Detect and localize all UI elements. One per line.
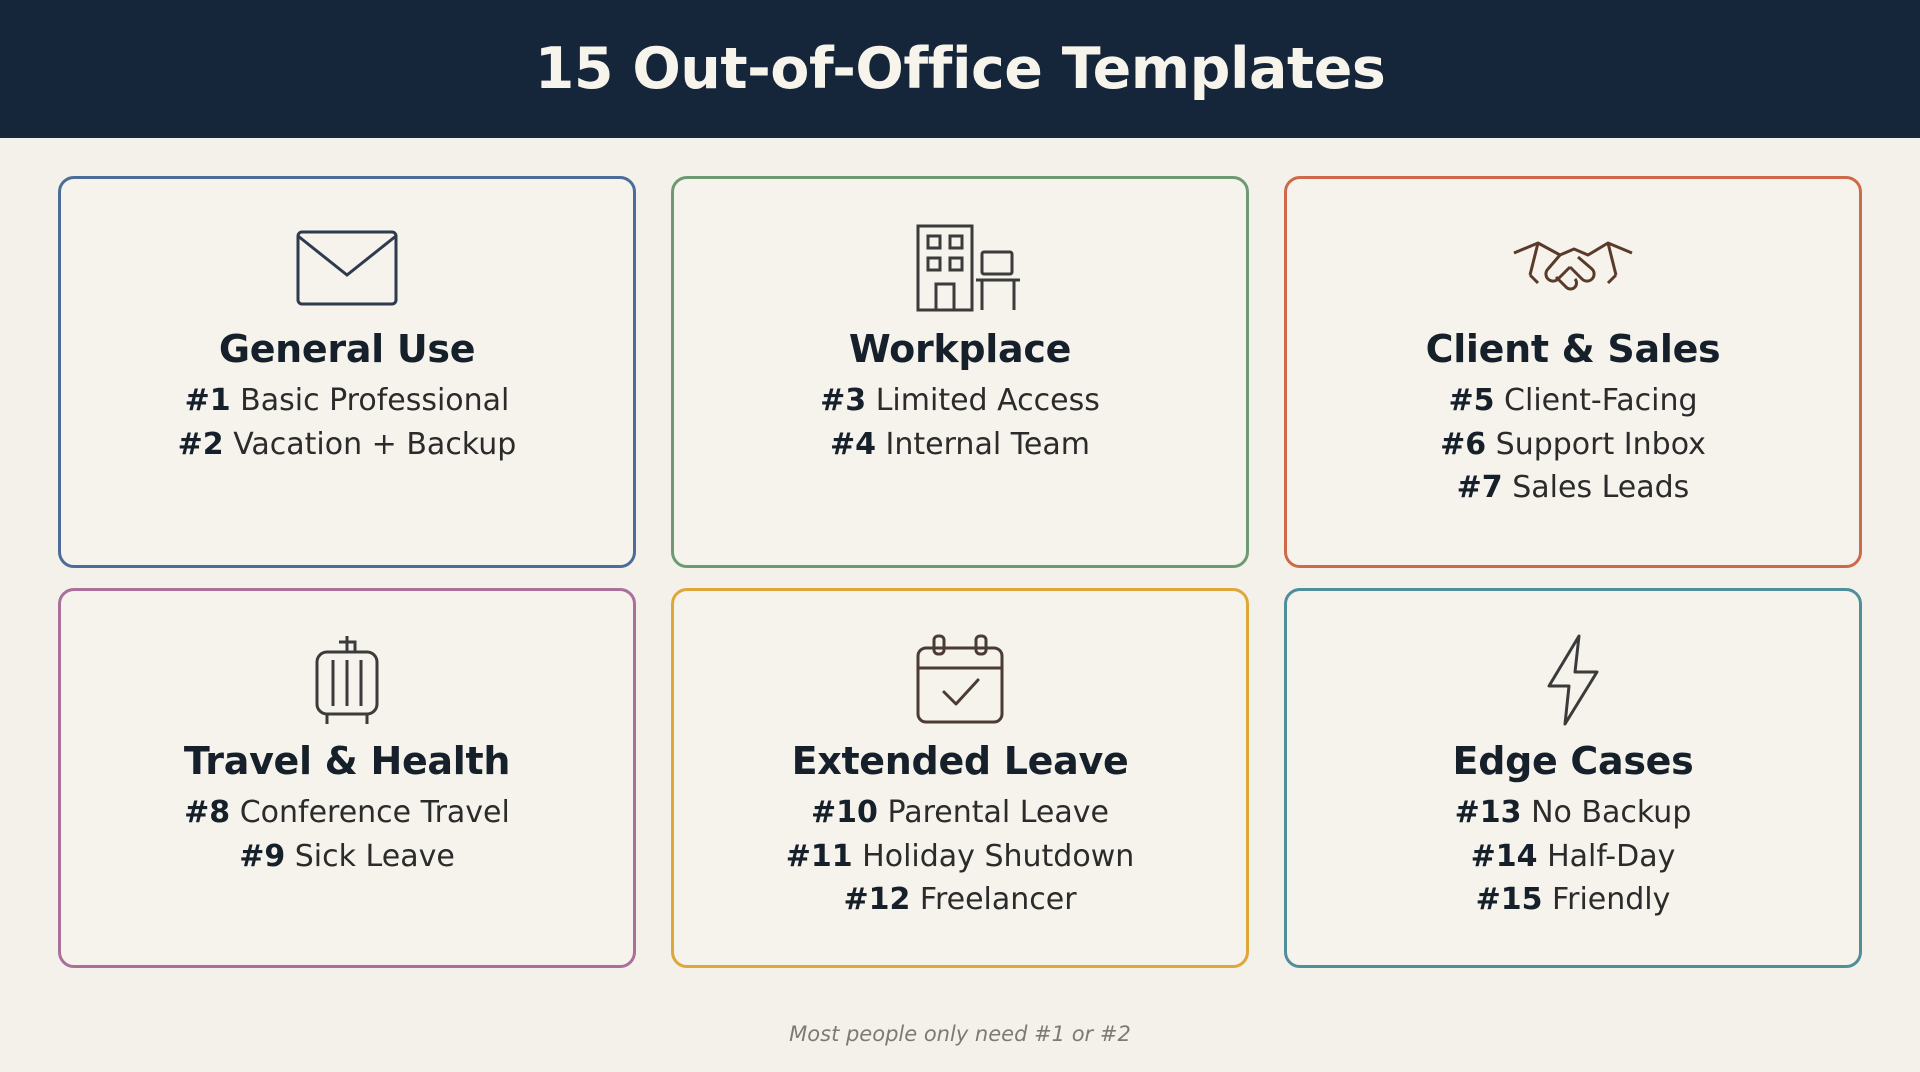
card-title: Travel & Health xyxy=(183,739,511,783)
item-number: #5 xyxy=(1448,383,1495,418)
item-number: #4 xyxy=(829,426,876,462)
item-number: #11 xyxy=(785,838,853,874)
office-building-icon xyxy=(898,213,1022,323)
list-item xyxy=(811,793,1109,833)
item-number: #9 xyxy=(239,838,286,874)
item-number: #12 xyxy=(843,882,911,918)
item-number: #14 xyxy=(1470,838,1538,874)
card-title: Extended Leave xyxy=(791,739,1129,783)
card-title: Client & Sales xyxy=(1425,327,1721,371)
category-card-client-and-sales[interactable] xyxy=(1284,176,1862,568)
category-card-general-use[interactable] xyxy=(58,176,636,568)
envelope-icon xyxy=(295,213,399,323)
list-item xyxy=(820,381,1100,421)
item-label: Holiday Shutdown xyxy=(862,838,1135,874)
item-number: #3 xyxy=(820,383,867,418)
category-card-grid xyxy=(0,138,1920,1010)
item-label: Conference Travel xyxy=(239,795,510,830)
item-label: Vacation + Backup xyxy=(233,426,517,462)
item-number: #10 xyxy=(811,795,878,830)
list-item xyxy=(1440,425,1706,465)
card-title: General Use xyxy=(218,327,476,371)
item-label: Basic Professional xyxy=(240,383,510,418)
category-card-workplace[interactable] xyxy=(671,176,1249,568)
list-item xyxy=(1448,381,1697,421)
item-label: Support Inbox xyxy=(1495,426,1706,462)
list-item xyxy=(1476,880,1671,920)
item-label: Internal Team xyxy=(885,426,1090,462)
page-title: 15 Out-of-Office Templates xyxy=(534,36,1386,102)
card-item-list xyxy=(184,793,510,876)
list-item xyxy=(830,425,1090,465)
handshake-icon xyxy=(1508,213,1638,323)
page-header xyxy=(0,0,1920,138)
category-card-edge-cases[interactable] xyxy=(1284,588,1862,968)
list-item xyxy=(1455,793,1692,833)
item-number: #1 xyxy=(184,383,231,418)
list-item xyxy=(239,837,455,877)
item-label: Friendly xyxy=(1552,882,1671,918)
card-title: Workplace xyxy=(848,327,1072,371)
item-label: Sales Leads xyxy=(1512,470,1690,506)
card-item-list xyxy=(820,381,1100,464)
item-label: Freelancer xyxy=(919,882,1077,918)
card-item-list xyxy=(1455,793,1692,920)
card-item-list xyxy=(786,793,1135,920)
card-item-list xyxy=(178,381,517,464)
item-number: #6 xyxy=(1440,426,1487,462)
item-label: No Backup xyxy=(1531,795,1692,830)
list-item xyxy=(786,837,1135,877)
item-number: #7 xyxy=(1456,470,1503,506)
item-number: #13 xyxy=(1454,795,1522,830)
suitcase-icon xyxy=(307,625,387,735)
item-label: Parental Leave xyxy=(887,795,1109,830)
item-number: #15 xyxy=(1475,882,1543,918)
list-item xyxy=(184,793,510,833)
list-item xyxy=(1471,837,1676,877)
item-label: Limited Access xyxy=(875,383,1100,418)
footer-note: Most people only need #1 or #2 xyxy=(789,1022,1131,1046)
card-title: Edge Cases xyxy=(1452,739,1694,783)
item-label: Sick Leave xyxy=(294,838,455,874)
item-number: #2 xyxy=(177,426,224,462)
list-item xyxy=(843,880,1076,920)
item-label: Client-Facing xyxy=(1504,383,1698,418)
card-item-list xyxy=(1440,381,1706,508)
item-number: #8 xyxy=(184,795,231,830)
list-item xyxy=(185,381,510,421)
category-card-extended-leave[interactable] xyxy=(671,588,1249,968)
list-item xyxy=(178,425,517,465)
item-label: Half-Day xyxy=(1547,838,1676,874)
category-card-travel-and-health[interactable] xyxy=(58,588,636,968)
list-item xyxy=(1457,468,1690,508)
lightning-bolt-icon xyxy=(1539,625,1607,735)
calendar-check-icon xyxy=(910,625,1010,735)
